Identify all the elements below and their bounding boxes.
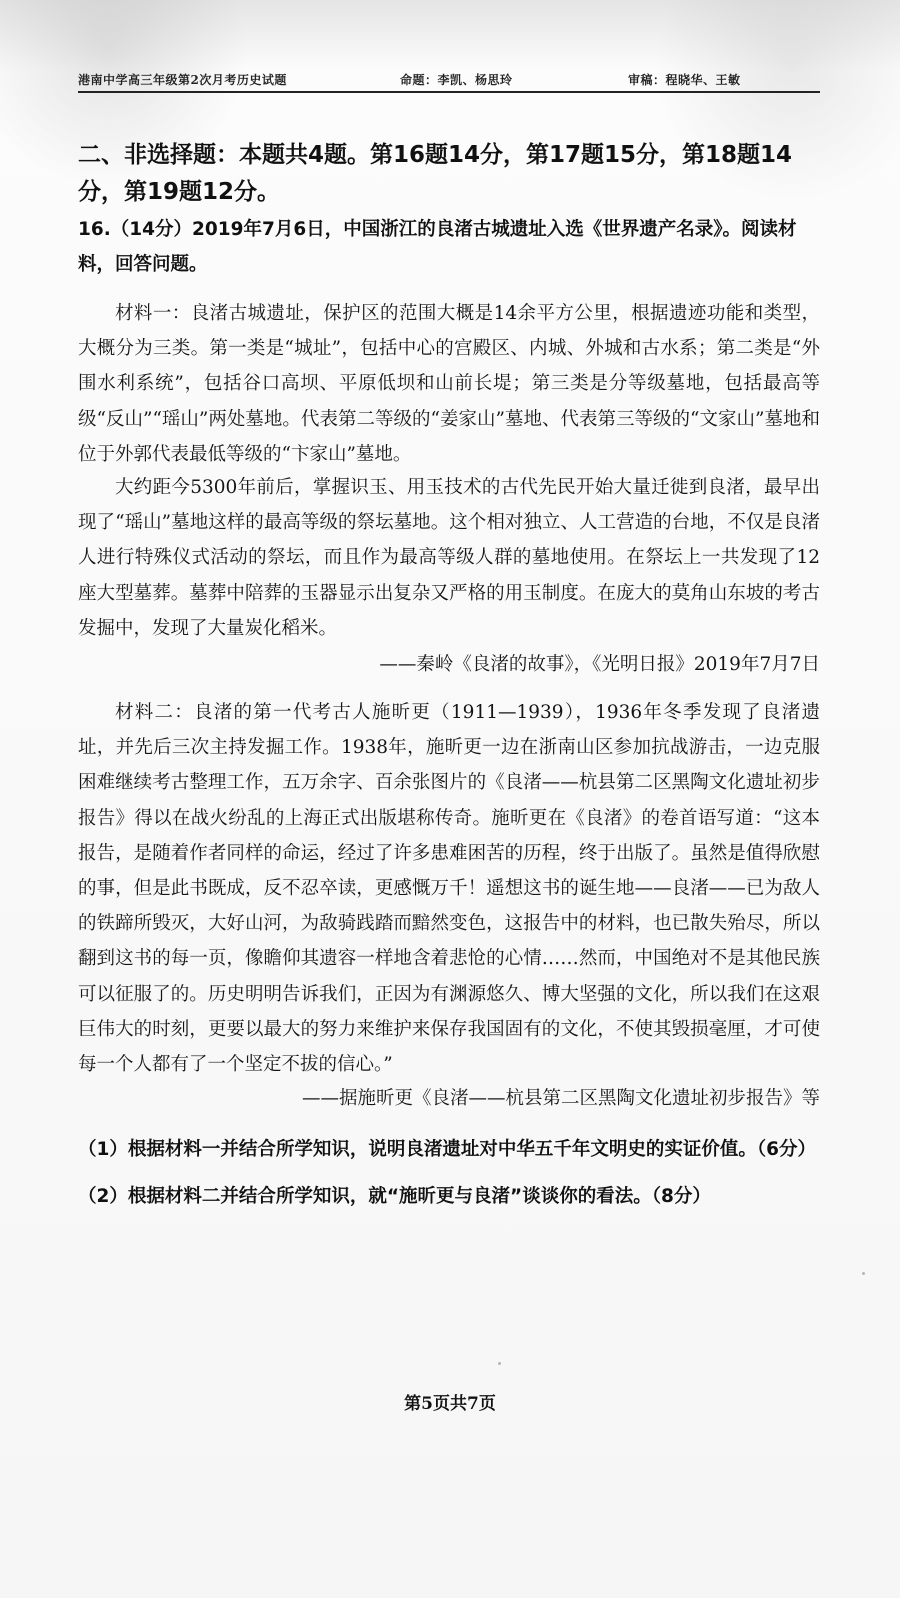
header-reviewers: 审稿：程晓华、王敏 (628, 73, 741, 87)
header-title: 港南中学高三年级第2次月考历史试题 (78, 73, 287, 87)
scan-speck (498, 1362, 501, 1365)
material-1: 材料一：良渚古城遗址，保护区的范围大概是14余平方公里，根据遗迹功能和类型，大概分为三类。第一类是“城址”，包括中心的宫殿区、内城、外城和古水系；第二类是“外围水利系统”，包括谷口高坝、平原低坝和山前长堤；第三类是分等级墓地，包括最高等级“反山”“瑶山”两处墓地。代表第二等级的“姜家山”墓地、代表第三等级的“文家山”墓地和位于外郭代表最低等级的“卞家山”墓地。 (78, 303, 820, 465)
scan-shadow (0, 0, 900, 70)
material-2-source: ——据施昕更《良渚——杭县第二区黑陶文化遗址初步报告》等 (301, 1088, 820, 1109)
sub-question-2: （2）根据材料二并结合所学知识，就“施昕更与良渚”谈谈你的看法。（8分） (78, 1186, 711, 1207)
page-number: 第5页共7页 (404, 1394, 496, 1414)
material-1-source: ——秦岭《良渚的故事》，《光明日报》2019年7月7日 (379, 654, 820, 675)
question-16-prompt: 16.（14分）2019年7月6日，中国浙江的良渚古城遗址入选《世界遗产名录》。阅读材料，回答问题。 (78, 219, 797, 275)
page-header (78, 69, 820, 93)
material-1-paragraph-2: 大约距今5300年前后，掌握识玉、用玉技术的古代先民开始大量迁徙到良渚，最早出现了“瑶山”墓地这样的最高等级的祭坛墓地。这个相对独立、人工营造的台地，不仅是良渚人进行特殊仪式活动的祭坛，而且作为最高等级人群的墓地使用。在祭坛上一共发现了12座大型墓葬。墓葬中陪葬的玉器显示出复杂又严格的用玉制度。在庞大的莫角山东坡的考古发掘中，发现了大量炭化稻米。 (78, 477, 820, 639)
material-2: 材料二：良渚的第一代考古人施昕更（1911—1939），1936年冬季发现了良渚遗址，并先后三次主持发掘工作。1938年，施昕更一边在浙南山区参加抗战游击，一边克服困难继续考古整理工作，五万余字、百余张图片的《良渚——杭县第二区黑陶文化遗址初步报告》得以在战火纷乱的上海正式出版堪称传奇。施昕更在《良渚》的卷首语写道：“这本报告，是随着作者同样的命运，经过了许多患难困苦的历程，终于出版了。虽然是值得欣慰的事，但是此书既成，反不忍卒读，更感慨万千！遥想这书的诞生地——良渚——已为敌人的铁蹄所毁灭，大好山河，为敌骑践踏而黯然变色，这报告中的材料，也已散失殆尽，所以翻到这书的每一页，像瞻仰其遗容一样地含着悲怆的心情……然而，中国绝对不是其他民族可以征服了的。历史明明告诉我们，正因为有渊源悠久、博大坚强的文化，所以我们在这艰巨伟大的时刻，更要以最大的努力来维护来保存我国固有的文化，不使其毁损毫厘，才可使每一个人都有了一个坚定不拔的信心。” (78, 702, 820, 1076)
sub-question-1: （1）根据材料一并结合所学知识，说明良渚遗址对中华五千年文明史的实证价值。（6分） (78, 1139, 816, 1160)
scan-speck (862, 1272, 865, 1275)
section-title: 二、非选择题：本题共4题。第16题14分，第17题15分，第18题14分，第19题12分。 (78, 142, 793, 205)
header-authors: 命题：李凯、杨思玲 (400, 73, 513, 87)
